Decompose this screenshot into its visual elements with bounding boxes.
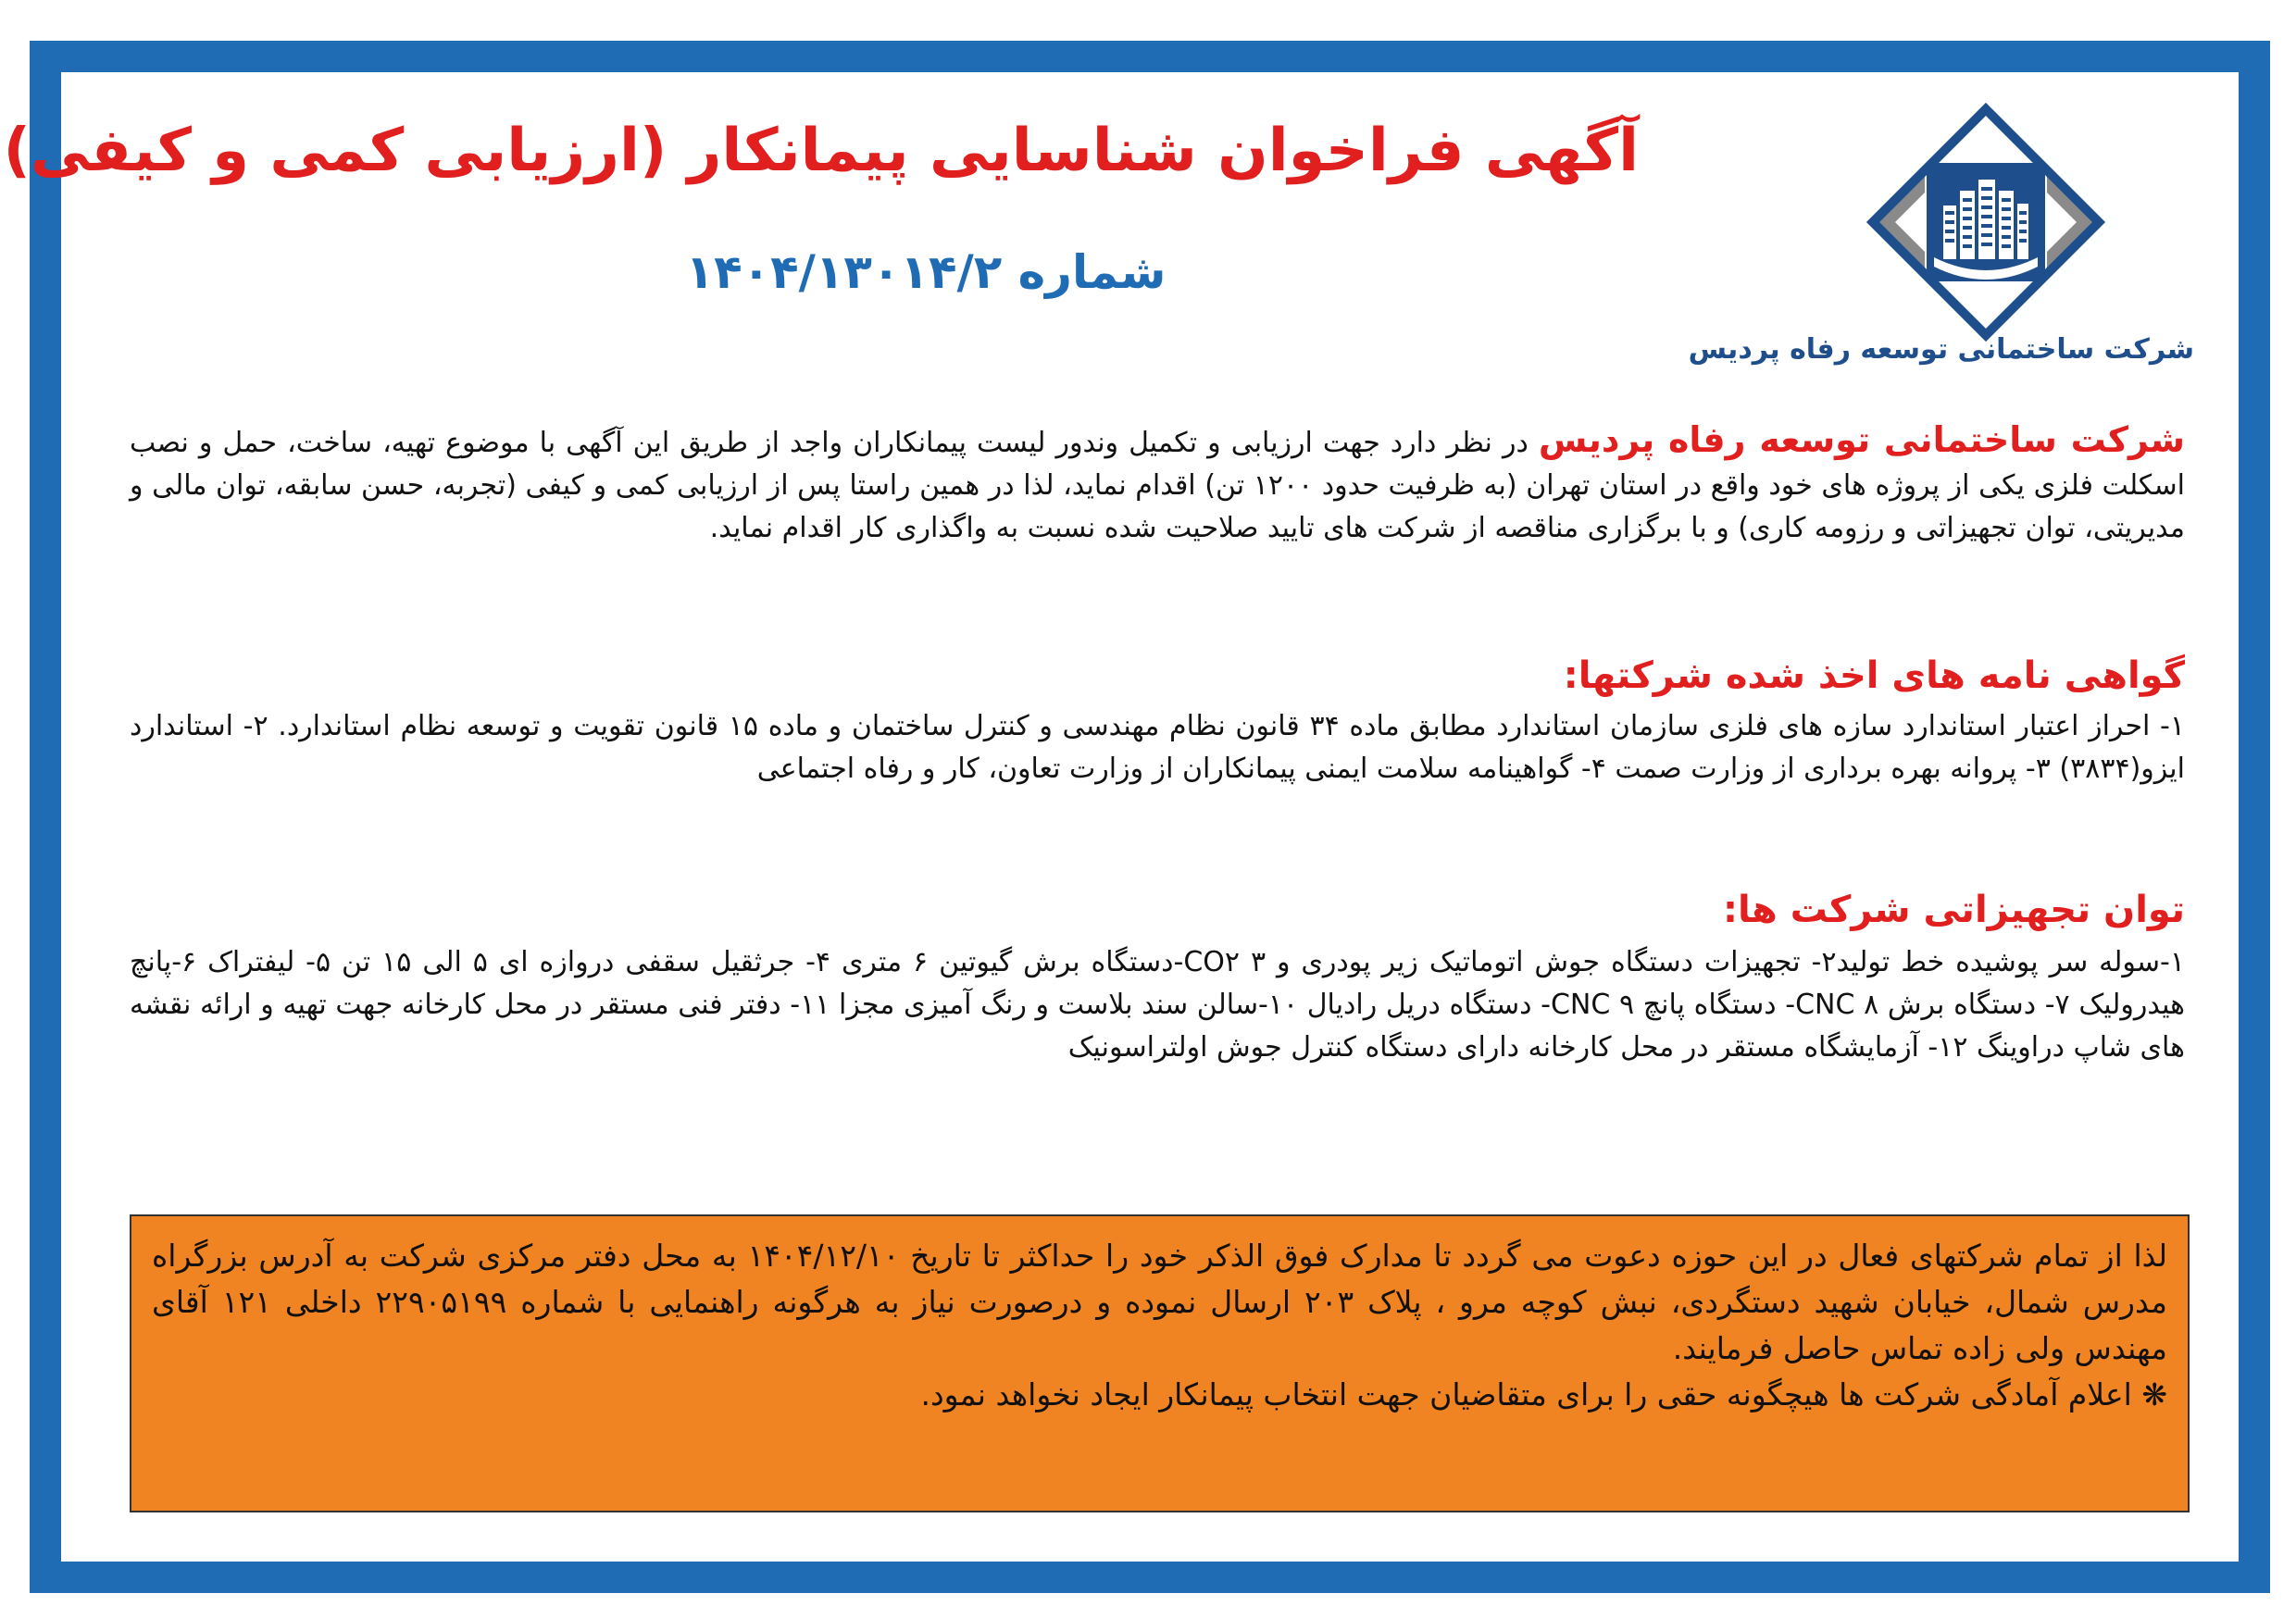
notice-box [130,1214,2190,1512]
announcement-number: شماره ۱۴۰۴/۱۳۰۱۴/۲ [685,245,1167,299]
equipment-text: ۱-سوله سر پوشیده خط تولید۲- تجهیزات دستگاه جوش اتوماتیک زیر پودری و CO۲ ۳-دستگاه برش گیوتین ۶ متری ۴- جرثقیل سقفی دروازه ای ۵ الی ۱۵ تن ۵- لیفتراک ۶-پانچ هیدرولیک ۷- دستگاه برش CNC ۸- دستگاه پانچ CNC ۹- دستگاه دریل رادیال ۱۰-سالن سند بلاست و رنگ آمیزی مجزا ۱۱- دفتر فنی مستقر در محل کارخانه جهت تهیه و ارائه نقشه های شاپ دراوینگ ۱۲- آزمایشگاه مستقر در محل کارخانه دارای دستگاه کنترل جوش اولتراسونیک [130,946,2185,1064]
notice-text: لذا از تمام شرکتهای فعال در این حوزه دعوت می گردد تا مدارک فوق الذکر خود را حداکثر تا تاریخ ۱۴۰۴/۱۲/۱۰ به محل دفتر مرکزی شرکت به آدرس بزرگراه مدرس شمال، خیابان شهید دستگردی، نبش کوچه مرو ، پلاک ۲۰۳ ارسال نموده و درصورت نیاز به هرگونه راهنمایی با شماره ۲۲۹۰۵۱۹۹ داخلی ۱۲۱ آقای مهندس ولی زاده تماس حاصل فرمایند. [152,1238,2167,1366]
intro-paragraph [130,418,2185,550]
intro-text: در نظر دارد جهت ارزیابی و تکمیل وندور لیست پیمانکاران واجد از طریق این آگهی با موضوع تهیه، ساخت، حمل و نصب اسکلت فلزی یکی از پروژه های خود واقع در استان تهران (به ظرفیت حدود ۱۲۰۰ تن) اقدام نماید، لذا در همین راستا پس از ارزیابی کمی و کیفی (تجربه، حسن سابقه، توان مالی و مدیریتی، توان تجهیزاتی و رزومه کاری) و با برگزاری مناقصه از شرکت های تایید صلاحیت شده نسبت به واگذاری کار اقدام نماید. [130,427,2185,544]
asterisk-icon: ❋ [2141,1376,2167,1413]
company-logo [1866,102,2106,342]
notice-note-text: اعلام آمادگی شرکت ها هیچگونه حقی را برای متقاضیان جهت انتخاب پیمانکار ایجاد نخواهد نمود. [920,1376,2132,1413]
company-name: شرکت ساختمانی توسعه رفاه پردیس [1538,419,2185,460]
building-logo-icon [1866,102,2106,342]
page-title: آگهی فراخوان شناسایی پیمانکار (ارزیابی کمی و کیفی) [3,117,1639,185]
certificates-text: ۱- احراز اعتبار استاندارد سازه های فلزی سازمان استاندارد مطابق ماده ۳۴ قانون نظام مهندسی و کنترل ساختمان و ماده ۱۵ قانون تقویت و توسعه نظام استاندارد. ۲- استاندارد ایزو(۳۸۳۴) ۳- پروانه بهره برداری از وزارت صمت ۴- گواهینامه سلامت ایمنی پیمانکاران از وزارت تعاون، کار و رفاه اجتماعی [130,710,2186,785]
notice-note [152,1372,2167,1418]
equipment-heading: توان تجهیزاتی شرکت ها: [1723,889,2185,931]
logo-company-name: شرکت ساختمانی توسعه رفاه پردیس [1688,333,2194,366]
certificates-heading: گواهی نامه های اخذ شده شرکتها: [1563,654,2185,697]
